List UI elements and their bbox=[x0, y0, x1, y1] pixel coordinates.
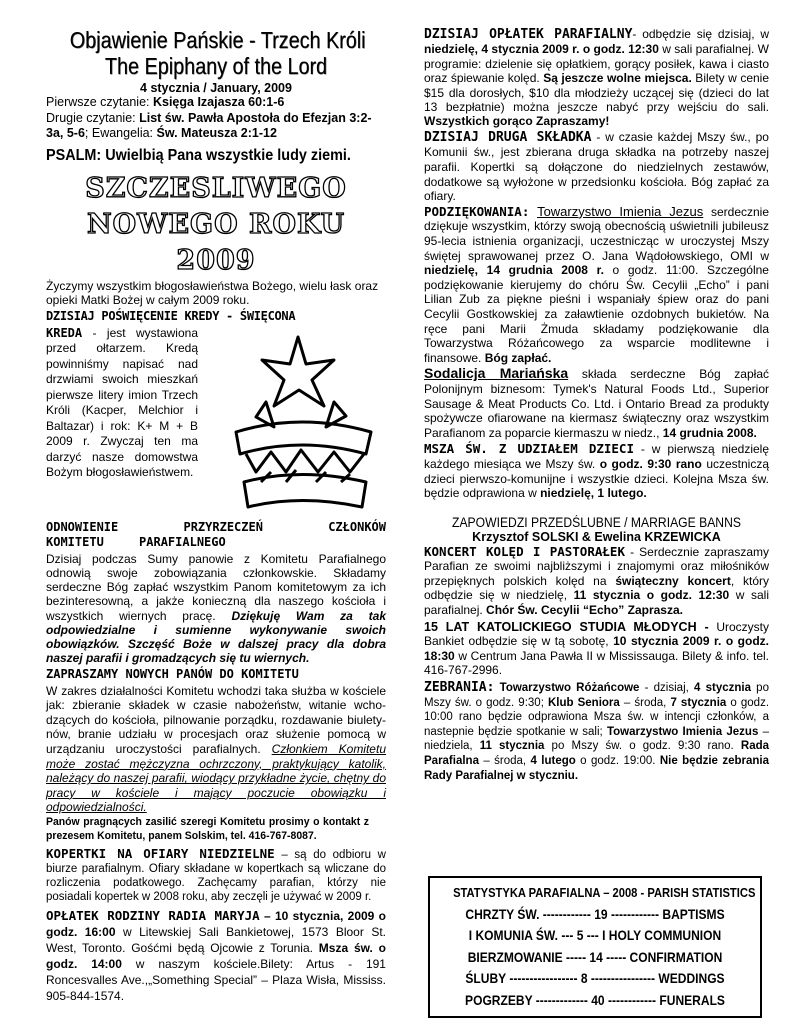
feast-title-english: The Epiphany of the Lord bbox=[104, 53, 328, 79]
chalk-text: KREDA - jest wystawiona przed ołtarzem. Kredą powinniśmy napisać nad drzwiami swoich mieszkań pierwsze litery imion Trzech Króli (Kacper, Melchior i Baltazar) i rok: K+ M + B 2009 r. Zwyczaj ten ma darzyć nasze domowstwa Bożym błogosławieństwem. bbox=[46, 325, 198, 480]
oplatek-notice: DZISIAJ OPŁATEK PARAFIALNY- odbędzie się dzisiaj, w niedzielę, 4 stycznia 2009 r. o godz. 12:30 w sali parafialnej. W programie: dzielenie się opłatkiem, gorący posiłek, kawa i ciasto oraz śpiewanie kolęd. Są jeszcze wolne miejsca. Bilety w cenie $15 dla dorosłych, $10 dla młodzieży uczącej się (dzieci do lat 13 bezpłatnie) można jeszcze nabyć przy wejściu do sali. Wszystkich gorąco Zapraszamy! bbox=[424, 27, 770, 129]
readings: Pierwsze czytanie: Księga Izajasza 60:1-6 Drugie czytanie: List św. Pawła Apostoła do Efezjan 3:2-3a, 5-6; Ewangelia: Św. Mateusza 2:1-12 bbox=[46, 95, 372, 141]
banns-heading: ZAPOWIEDZI PRZEDŚLUBNE / MARRIAGE BANNS bbox=[452, 514, 741, 530]
new-year-wishes: Życzymy wszystkim błogosławieństwa Bożego, wielu łask oraz opieki Matki Bożej w całym 2009 roku. bbox=[46, 278, 379, 308]
statistics-row: POGRZEBY ------------- 40 ------------ FUNERALS bbox=[465, 991, 725, 1008]
concert-notice: KONCERT KOLĘD I PASTORAŁEK - Serdecznie zapraszamy Parafian ze swoimi najbliższymi i znajomymi oraz miłośników przepięknych polskich kolęd na świąteczny koncert, który odbędzie się w niedzielę, 11 stycznia o godz. 12:30 w sali parafialnej. Chór Św. Cecylii “Echo” Zaprasza. bbox=[424, 543, 770, 618]
youth-studio-notice: 15 LAT KATOLICKIEGO STUDIA MŁODYCH - Uroczysty Bankiet odbędzie się w tą sobotę, 10 stycznia 2009 r. o godz. 18:30 w Centrum Jana Pawła II w Mississauga. Bilety & info. tel. 416-767-2996. bbox=[424, 619, 769, 678]
statistics-row: BIERZMOWANIE ----- 14 ----- CONFIRMATION bbox=[467, 948, 723, 965]
feast-title-polish: Objawienie Pańskie - Trzech Króli bbox=[69, 27, 366, 53]
committee-renewal-text: Dzisiaj podczas Sumy panowie z Komitetu Parafialnego odnowią swoje zobowiązania członkowskie. Składamy serdeczne Bóg zapłać wszystkim Panom komitetowym za ich bezinteresowną, a jakże konieczną dla naszego kościoła i wszystkich wiernych pracę. Dziękuję Wam za tak odpowiedzialne i sumienne wykonywanie swoich obowiązków. Szczęść Boże w dalszej pracy dla dobra naszej parafii i gromadzących się tu wiernych. bbox=[46, 551, 386, 666]
committee-invite-heading: ZAPRASZAMY NOWYCH PANÓW DO KOMITETU bbox=[46, 667, 299, 682]
parish-statistics-box bbox=[428, 876, 762, 1018]
right-column bbox=[424, 0, 769, 1024]
crown-star-icon bbox=[226, 332, 381, 517]
statistics-row: CHRZTY ŚW. ------------ 19 ------------ BAPTISMS bbox=[465, 905, 725, 922]
thanks-notice: PODZIĘKOWANIA: Towarzystwo Imienia Jezus serdecznie dziękuje wszystkim, którzy swoją obecnością uświetnili jubileusz 95-lecia istnienia organizacji, uczestnicząc w uroczystej Mszy świętej sprawowanej przez O. Jana Wądołowskiego, OMI w niedzielę, 14 grudnia 2008 r. o godz. 11:00. Szczególne podziękowanie kierujemy do chóru Św. Cecylii „Echo” i pani Lilian Zub za piękne pieśni i wspaniały śpiew oraz do pani Cecylii Gostkowskiej za załawtienie ozdobnych bukietów. Na ręce pani Marii Żmuda składamy podziękowanie dla Towarzystwa Różańcowego za wsparcie modlitewne i finansowe. Bóg zapłać. bbox=[424, 203, 770, 365]
chalk-heading: DZISIAJ POŚWIĘCENIE KREDY - ŚWIĘCONA bbox=[46, 309, 296, 324]
statistics-row: ŚLUBY ----------------- 8 ---------------- WEDDINGS bbox=[465, 970, 725, 986]
left-column bbox=[46, 0, 386, 1024]
banns-names: Krzysztof SOLSKI & Ewelina KRZEWICKA bbox=[472, 529, 721, 544]
radio-maryja-notice: OPŁATEK RODZINY RADIA MARYJA – 10 stycznia, 2009 o godz. 16:00 w Litewskiej Sali Bankietowej, 1573 Bloor St. West, Toronto. Gośćmi będą Ojcowie z Torunia. Msza św. o godz. 14:00 w naszym kościele.Bilety: Artus - 191 Roncesvalles Ave.,„Something Special” – Plaza Wisła, Mississ. 905-844-1574. bbox=[46, 907, 386, 1003]
statistics-title: STATYSTYKA PARAFIALNA – 2008 - PARISH STATISTICS bbox=[453, 885, 756, 900]
new-year-greeting-line2: NOWEGO ROKU 2009 bbox=[86, 208, 346, 276]
new-year-greeting-line1: SZCZESLIWEGO bbox=[85, 172, 347, 204]
committee-renewal-heading: ODNOWIENIE PRZYRZECZEŃ CZŁONKÓW KOMITETU PARAFIALNEGO bbox=[46, 519, 386, 549]
statistics-row: I KOMUNIA ŚW. --- 5 --- I HOLY COMMUNION bbox=[468, 927, 722, 943]
psalm: PSALM: Uwielbią Pana wszystkie ludy ziemi. bbox=[46, 146, 351, 164]
second-collection-notice: DZISIAJ DRUGA SKŁADKA - w czasie każdej Mszy św., po Komunii św., jest zbierana druga składka na potrzeby naszej parafii. Kopertki są dołączone do niedzielnych zestawów, dodatkowe są wyłożone w przedsionku kościoła. Bóg zapłać za ofiary. bbox=[424, 129, 769, 204]
committee-contact: Panów pragnących zasilić szeregi Komitetu prosimy o kontakt z prezesem Komitetu, panem Solskim, tel. 416-767-8087. bbox=[46, 815, 369, 842]
feast-date: 4 stycznia / January, 2009 bbox=[140, 81, 292, 95]
envelopes-notice: KOPERTKI NA OFIARY NIEDZIELNE – są do odbioru w biurze parafialnym. Ofiary składane w kopertkach są wliczane do rozliczenia podatkowego. Zachęcamy parafian, którzy nie posiadali kopertek w 2008 roku, aby zeczęli je używać w 2009 r. bbox=[46, 845, 386, 903]
children-mass-notice: MSZA ŚW. Z UDZIAŁEM DZIECI - w pierwszą niedzielę każdego miesiąca we Mszy św. o godz. 9:30 rano uczestniczą dzieci pierwszo-komunijne i wszystkie dzieci. Kolejna Msza św. będzie odprawiona w niedzielę, 1 lutego. bbox=[424, 441, 770, 501]
meetings-notice: ZEBRANIA: Towarzystwo Różańcowe - dzisiaj, 4 stycznia po Mszy św. o godz. 9:30; Klub Seniora – środa, 7 stycznia o godz. 10:00 rano będzie odprawiona Msza św. w intencji członków, a nastepnie będzie spotkanie w sali; Towarzystwo Imienia Jezus – niedziela, 11 stycznia po Mszy św. o godz. 9:30 rano. Rada Parafialna – środa, 4 lutego o godz. 19:00. Nie będzie zebrania Rady Parafialnej w styczniu. bbox=[424, 680, 770, 782]
committee-invite-text: W zakres działalności Komitetu wchodzi taka służba w kościele jak: zbieranie składek w czasie nabożeństw, witanie wcho-dzących do kościoła, pilnowanie porządku, rozdawanie biulety-nów, branie udziału w procesjach oraz służenie pomocą w urządzaniu uroczystości parafialnych. Członkiem Komitetu może zostać mężczyzna ochrzczony, praktykujący katolik, należący do naszej parafii, wiodący przykładne życie, chętny do pracy w kościele i mający poczucie obowiązku i odpowiedzialności. bbox=[46, 683, 386, 815]
sodality-notice: Sodalicja Mariańska składa serdeczne Bóg zapłać Polonijnym biznesom: Tymek's Natural Foods Ltd., Superior Sausage & Meat Products Co. Ltd. i Ontario Bread za produkty spożywcze ofiarowane na kiermasz świąteczny oraz wszystkim Parafianom za poparcie kiermaszu w niedz., 14 grudnia 2008. bbox=[424, 365, 769, 440]
